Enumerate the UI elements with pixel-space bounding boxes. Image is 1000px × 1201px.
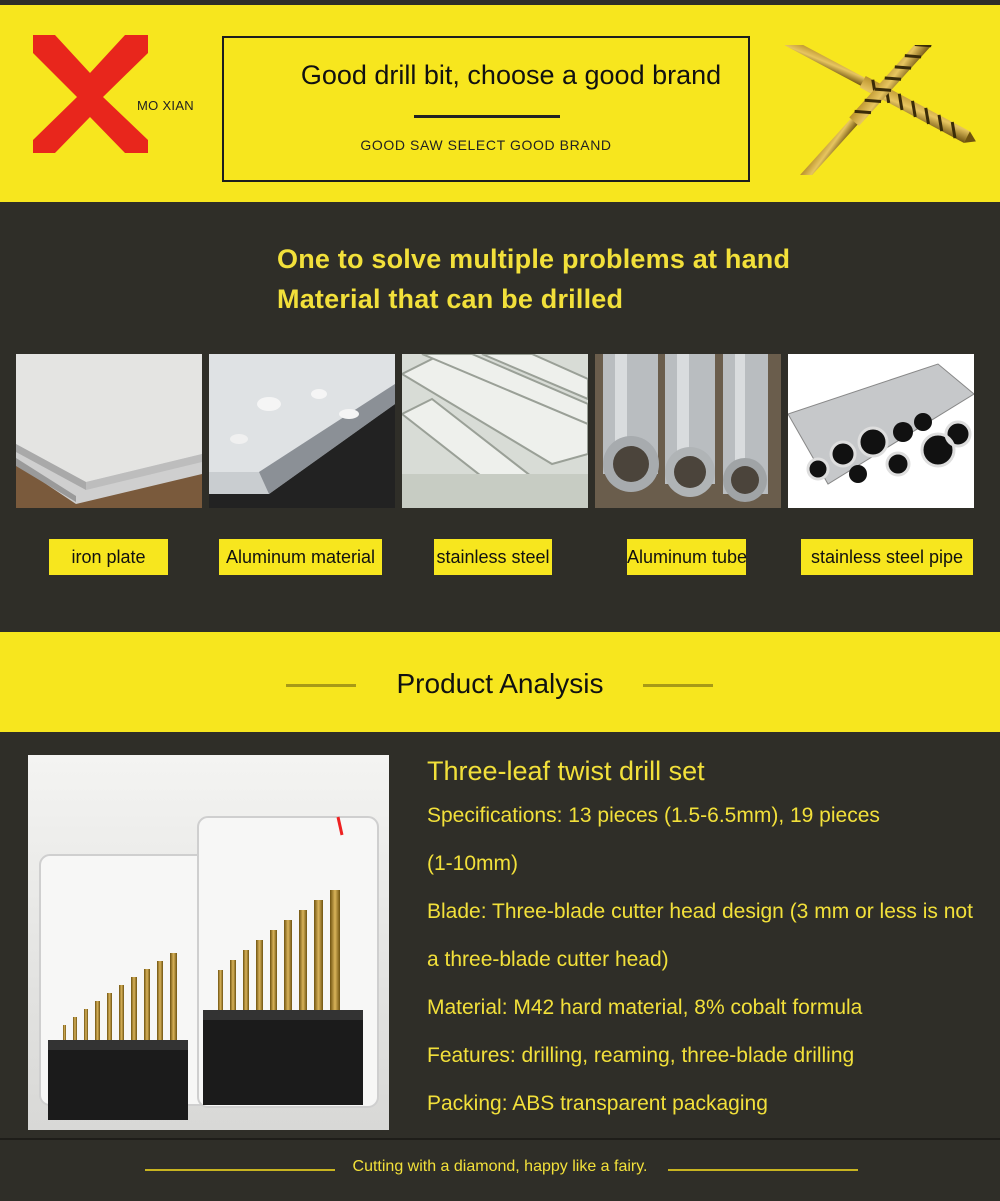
product-analysis-title: Product Analysis	[396, 668, 604, 699]
aluminum-profile-photo	[209, 354, 395, 508]
product-name: Three-leaf twist drill set	[427, 756, 705, 786]
moxian-logo-icon	[33, 35, 148, 153]
product-detail-section	[0, 732, 1000, 1201]
spec-blade-cont: a three-blade cutter head)	[427, 948, 669, 971]
footer-tagline: Cutting with a diamond, happy like a fairy.	[352, 1158, 648, 1175]
analysis-divider-right	[643, 684, 713, 687]
spec-blade: Blade: Three-blade cutter head design (3 mm or less is not	[427, 900, 973, 923]
material-label-aluminum-tube: Aluminum tube	[627, 539, 746, 575]
drill-set-photo	[28, 755, 389, 1130]
product-analysis-band	[0, 632, 1000, 732]
drill-bits-icon	[758, 45, 978, 175]
material-label-stainless-steel-pipe: stainless steel pipe	[801, 539, 973, 575]
material-label-stainless-steel: stainless steel	[434, 539, 552, 575]
materials-title-line2: Material that can be drilled	[277, 284, 624, 314]
brand-slogan-box	[222, 36, 750, 182]
spec-specifications-cont: (1-10mm)	[427, 852, 519, 875]
material-label-iron-plate: iron plate	[49, 539, 168, 575]
brand-divider	[414, 115, 560, 118]
stainless-steel-tube-photo	[402, 354, 588, 508]
brand-subtitle: GOOD SAW SELECT GOOD BRAND	[360, 137, 612, 153]
logo-text: MO XIAN	[137, 98, 194, 113]
materials-title-line1: One to solve multiple problems at hand	[277, 244, 791, 274]
brand-header	[0, 5, 1000, 202]
spec-features: Features: drilling, reaming, three-blade drilling	[427, 1044, 855, 1067]
spec-material: Material: M42 hard material, 8% cobalt formula	[427, 996, 863, 1019]
materials-section	[0, 202, 1000, 632]
stainless-steel-pipe-photo	[788, 354, 974, 508]
spec-specifications: Specifications: 13 pieces (1.5-6.5mm), 19 pieces	[427, 804, 880, 827]
material-label-aluminum-material: Aluminum material	[219, 539, 382, 575]
spec-packing: Packing: ABS transparent packaging	[427, 1092, 768, 1115]
footer-divider-right	[668, 1169, 858, 1171]
aluminum-tube-photo	[595, 354, 781, 508]
brand-title: Good drill bit, choose a good brand	[300, 60, 722, 90]
footer-rule	[0, 1138, 1000, 1140]
iron-plate-photo	[16, 354, 202, 508]
